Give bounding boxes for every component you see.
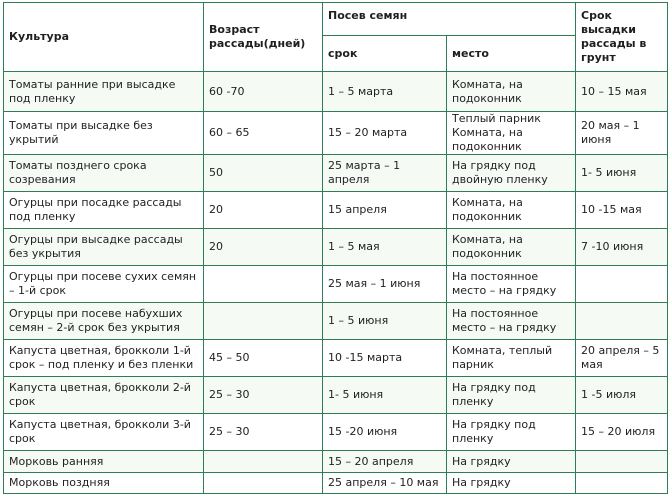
cell-sowing-place: Комната, на подоконник [447, 72, 576, 112]
cell-sowing-place: На грядку под пленку [447, 414, 576, 451]
cell-culture: Морковь ранняя [4, 451, 204, 473]
cell-sowing-date: 25 мая – 1 июня [323, 266, 447, 303]
cell-transplant: 7 -10 июня [576, 229, 668, 266]
cell-sowing-date: 10 -15 марта [323, 340, 447, 377]
table-row [4, 473, 668, 494]
header-culture: Культура [4, 3, 204, 72]
cell-sowing-date: 15 апреля [323, 192, 447, 229]
table-row [4, 72, 668, 112]
cell-seedling-age: 25 – 30 [204, 377, 323, 414]
cell-culture: Огурцы при посадке рассады под пленку [4, 192, 204, 229]
cell-transplant [576, 266, 668, 303]
header-sowing: Посев семян [323, 3, 576, 36]
cell-sowing-place: На грядку [447, 451, 576, 473]
cell-transplant [576, 451, 668, 473]
cell-culture: Морковь поздняя [4, 473, 204, 494]
cell-seedling-age: 20 [204, 192, 323, 229]
cell-transplant: 1 -5 июля [576, 377, 668, 414]
table-row [4, 155, 668, 192]
cell-sowing-place: Комната, на подоконник [447, 229, 576, 266]
cell-sowing-place: На грядку [447, 473, 576, 494]
cell-seedling-age: 25 – 30 [204, 414, 323, 451]
cell-culture: Капуста цветная, брокколи 2-й срок [4, 377, 204, 414]
cell-sowing-date: 15 – 20 марта [323, 112, 447, 155]
cell-sowing-place: Теплый парник Комната, на подоконник [447, 112, 576, 155]
cell-seedling-age: 45 – 50 [204, 340, 323, 377]
header-sowing-date: срок [323, 36, 447, 72]
cell-culture: Огурцы при посеве сухих семян – 1-й срок [4, 266, 204, 303]
cell-transplant: 1- 5 июня [576, 155, 668, 192]
cell-culture: Томаты позднего срока созревания [4, 155, 204, 192]
cell-sowing-place: На грядку под пленку [447, 377, 576, 414]
table-row [4, 229, 668, 266]
cell-transplant: 20 мая – 1 июня [576, 112, 668, 155]
cell-culture: Огурцы при высадке рассады без укрытия [4, 229, 204, 266]
table-row [4, 266, 668, 303]
table-row [4, 414, 668, 451]
table-row [4, 303, 668, 340]
cell-sowing-place: На постоянное место – на грядку [447, 266, 576, 303]
cell-sowing-date: 1 – 5 марта [323, 72, 447, 112]
cell-culture: Томаты ранние при высадке под пленку [4, 72, 204, 112]
cell-sowing-place: Комната, теплый парник [447, 340, 576, 377]
header-transplant: Срок высадки рассады в грунт [576, 3, 668, 72]
planting-schedule-table [3, 2, 668, 494]
cell-sowing-date: 15 – 20 апреля [323, 451, 447, 473]
cell-sowing-date: 25 апреля – 10 мая [323, 473, 447, 494]
header-sowing-place: место [447, 36, 576, 72]
cell-seedling-age [204, 473, 323, 494]
cell-transplant: 10 – 15 мая [576, 72, 668, 112]
cell-transplant [576, 303, 668, 340]
header-seedling-age: Возраст рассады(дней) [204, 3, 323, 72]
cell-sowing-place: На грядку под двойную пленку [447, 155, 576, 192]
cell-sowing-date: 15 -20 июня [323, 414, 447, 451]
cell-sowing-date: 1 – 5 мая [323, 229, 447, 266]
cell-culture: Капуста цветная, брокколи 1-й срок – под пленку и без пленки [4, 340, 204, 377]
table-row [4, 340, 668, 377]
cell-seedling-age: 50 [204, 155, 323, 192]
table-row [4, 377, 668, 414]
cell-transplant: 20 апреля – 5 мая [576, 340, 668, 377]
cell-transplant: 10 -15 мая [576, 192, 668, 229]
cell-transplant [576, 473, 668, 494]
cell-sowing-date: 1- 5 июня [323, 377, 447, 414]
cell-culture: Огурцы при посеве набухших семян – 2-й срок без укрытия [4, 303, 204, 340]
cell-seedling-age [204, 303, 323, 340]
cell-sowing-place: На постоянное место – на грядку [447, 303, 576, 340]
cell-sowing-date: 25 марта – 1 апреля [323, 155, 447, 192]
cell-transplant: 15 – 20 июля [576, 414, 668, 451]
cell-seedling-age: 60 – 65 [204, 112, 323, 155]
table-row [4, 192, 668, 229]
cell-culture: Капуста цветная, брокколи 3-й срок [4, 414, 204, 451]
cell-culture: Томаты при высадке без укрытий [4, 112, 204, 155]
table-row [4, 112, 668, 155]
cell-seedling-age: 20 [204, 229, 323, 266]
cell-sowing-place: Комната, на подоконник [447, 192, 576, 229]
cell-seedling-age [204, 451, 323, 473]
table-row [4, 451, 668, 473]
cell-sowing-date: 1 – 5 июня [323, 303, 447, 340]
cell-seedling-age [204, 266, 323, 303]
cell-seedling-age: 60 -70 [204, 72, 323, 112]
